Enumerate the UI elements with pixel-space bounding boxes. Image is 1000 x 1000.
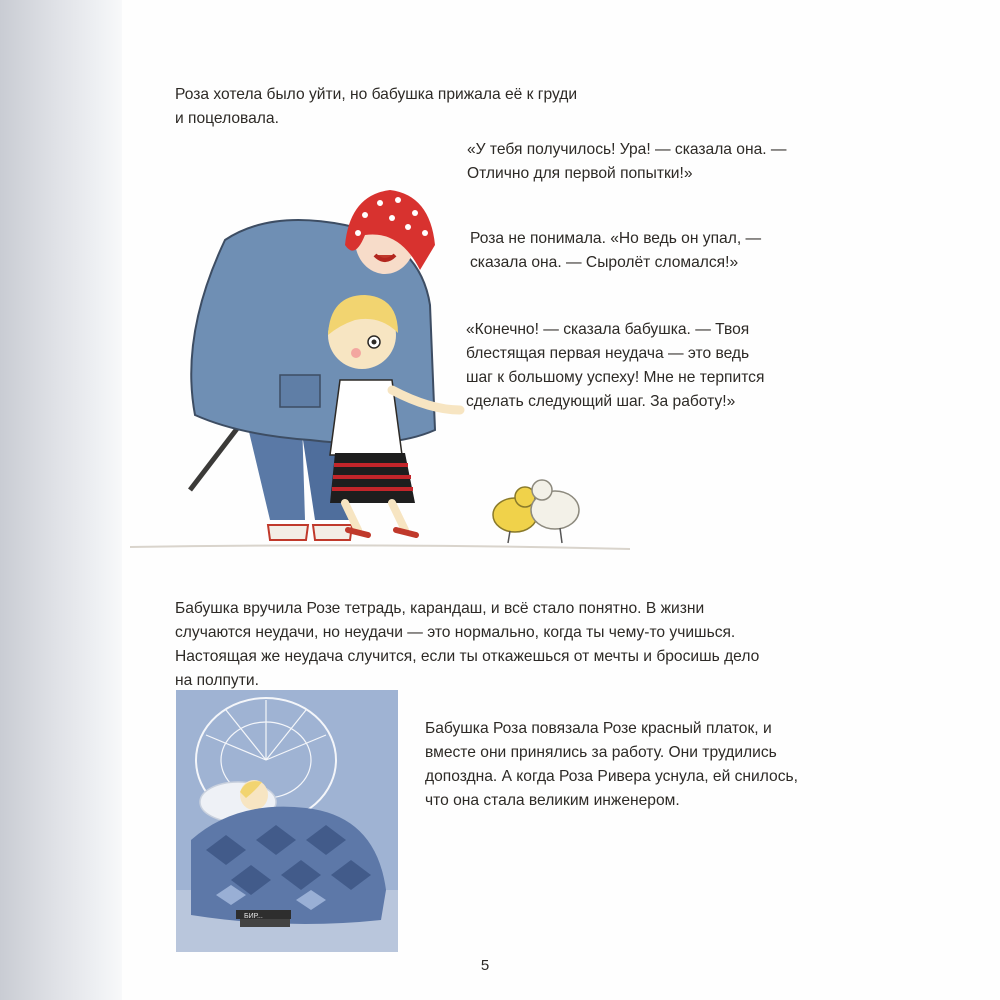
coat-pocket xyxy=(280,375,320,407)
rosa-shoes xyxy=(348,530,416,535)
white-bird xyxy=(531,480,579,543)
page-number: 5 xyxy=(480,957,490,974)
grandma-shoe-right xyxy=(313,525,352,540)
paragraph-lesson: Бабушка вручила Розе тетрадь, карандаш, и всё стало понятно. В жизни случаются неудачи, но неудачи — это нормально, когда ты чему-то учишься. Настоящая же неудача случится, если ты откажешься от мечты и бросишь дело на полпути. xyxy=(175,600,760,689)
yellow-bird xyxy=(493,487,537,543)
grandma-mouth xyxy=(375,255,395,260)
paragraph-grandma-explains: «Конечно! — сказала бабушка. — Твоя блестящая первая неудача — это ведь шаг к большому успеху! Мне не терпится сделать следующий шаг. За работу!» xyxy=(466,321,765,410)
paragraph-rosa-leaving: Роза хотела было уйти, но бабушка прижала её к груди и поцеловала. xyxy=(175,86,578,127)
book-spine-label: БИР... xyxy=(244,913,263,920)
paragraph-rosa-confused: Роза не понимала. «Но ведь он упал, — сказала она. — Сыролёт сломался!» xyxy=(470,230,762,271)
rosa-sleeping-illustration xyxy=(176,690,398,952)
book-spine-shadow xyxy=(0,0,122,1000)
grandma-hug-illustration xyxy=(130,185,630,565)
paragraph-dream: Бабушка Роза повязала Розе красный платок, и вместе они принялись за работу. Они трудились допоздна. А когда Роза Ривера уснула, ей снилось, что она стала великим инженером. xyxy=(425,720,798,809)
floor-line xyxy=(130,545,630,549)
paragraph-grandma-cheers: «У тебя получилось! Ура! — сказала она. — Отлично для первой попытки!» xyxy=(467,141,787,182)
grandma-shoe-left xyxy=(268,525,308,540)
